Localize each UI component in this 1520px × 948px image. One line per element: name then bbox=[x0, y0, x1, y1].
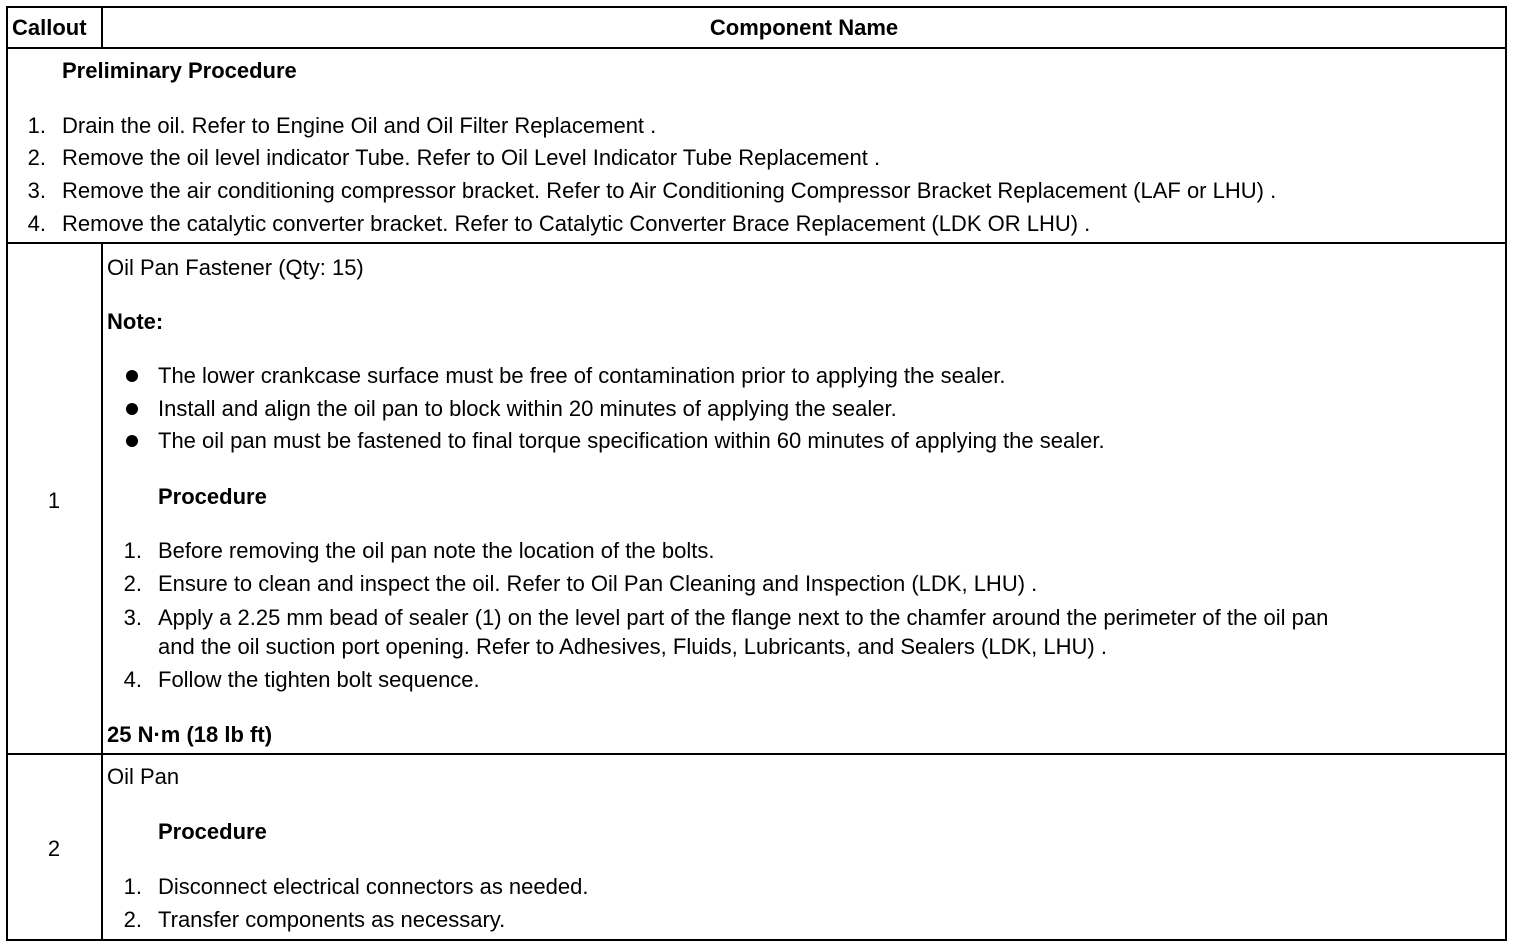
header-callout: Callout bbox=[12, 15, 87, 40]
preliminary-step: Remove the oil level indicator Tube. Refer to Oil Level Indicator Tube Replacement . bbox=[62, 145, 881, 170]
preliminary-step: Remove the catalytic converter bracket. Refer to Catalytic Converter Brace Replacement (LDK OR LHU) . bbox=[62, 211, 1091, 236]
note-item: The oil pan must be fastened to final torque specification within 60 minutes of applying the sealer. bbox=[158, 428, 1105, 453]
preliminary-step: Remove the air conditioning compressor bracket. Refer to Air Conditioning Compressor Bracket Replacement (LAF or LHU) . bbox=[62, 178, 1277, 203]
note-label: Note: bbox=[107, 309, 164, 334]
step-number: 3. bbox=[123, 605, 142, 630]
row-divider bbox=[6, 242, 1507, 244]
callout-number: 2 bbox=[47, 836, 61, 861]
torque-spec: 25 N·m (18 lb ft) bbox=[107, 722, 273, 747]
header-component-name: Component Name bbox=[709, 15, 899, 40]
procedure-step: Apply a 2.25 mm bead of sealer (1) on the level part of the flange next to the chamfer around the perimeter of the oil pan bbox=[158, 605, 1329, 630]
procedure-step: Before removing the oil pan note the location of the bolts. bbox=[158, 538, 715, 563]
procedure-step: Follow the tighten bolt sequence. bbox=[158, 667, 480, 692]
bullet-icon bbox=[126, 403, 138, 415]
row-divider bbox=[6, 753, 1507, 755]
procedure-step: Transfer components as necessary. bbox=[158, 907, 506, 932]
step-number: 4. bbox=[123, 667, 142, 692]
preliminary-step: Drain the oil. Refer to Engine Oil and Oil Filter Replacement . bbox=[62, 113, 657, 138]
note-item: The lower crankcase surface must be free of contamination prior to applying the sealer. bbox=[158, 363, 1006, 388]
procedure-step: Disconnect electrical connectors as needed. bbox=[158, 874, 589, 899]
step-number: 2. bbox=[27, 145, 46, 170]
step-number: 3. bbox=[27, 178, 46, 203]
procedure-label: Procedure bbox=[158, 819, 267, 844]
procedure-step: Ensure to clean and inspect the oil. Refer to Oil Pan Cleaning and Inspection (LDK, LHU) . bbox=[158, 571, 1038, 596]
procedure-label: Procedure bbox=[158, 484, 267, 509]
step-number: 2. bbox=[123, 907, 142, 932]
component-name: Oil Pan bbox=[107, 764, 180, 789]
preliminary-title: Preliminary Procedure bbox=[62, 58, 297, 83]
callout-number: 1 bbox=[47, 488, 61, 513]
bullet-icon bbox=[126, 370, 138, 382]
step-number: 2. bbox=[123, 571, 142, 596]
step-number: 1. bbox=[123, 874, 142, 899]
bullet-icon bbox=[126, 435, 138, 447]
procedure-step-continued: and the oil suction port opening. Refer to Adhesives, Fluids, Lubricants, and Sealers (LDK, LHU) . bbox=[158, 634, 1107, 659]
step-number: 1. bbox=[123, 538, 142, 563]
row-divider bbox=[6, 47, 1507, 49]
note-item: Install and align the oil pan to block within 20 minutes of applying the sealer. bbox=[158, 396, 897, 421]
component-name: Oil Pan Fastener (Qty: 15) bbox=[107, 255, 364, 280]
step-number: 4. bbox=[27, 211, 46, 236]
step-number: 1. bbox=[27, 113, 46, 138]
